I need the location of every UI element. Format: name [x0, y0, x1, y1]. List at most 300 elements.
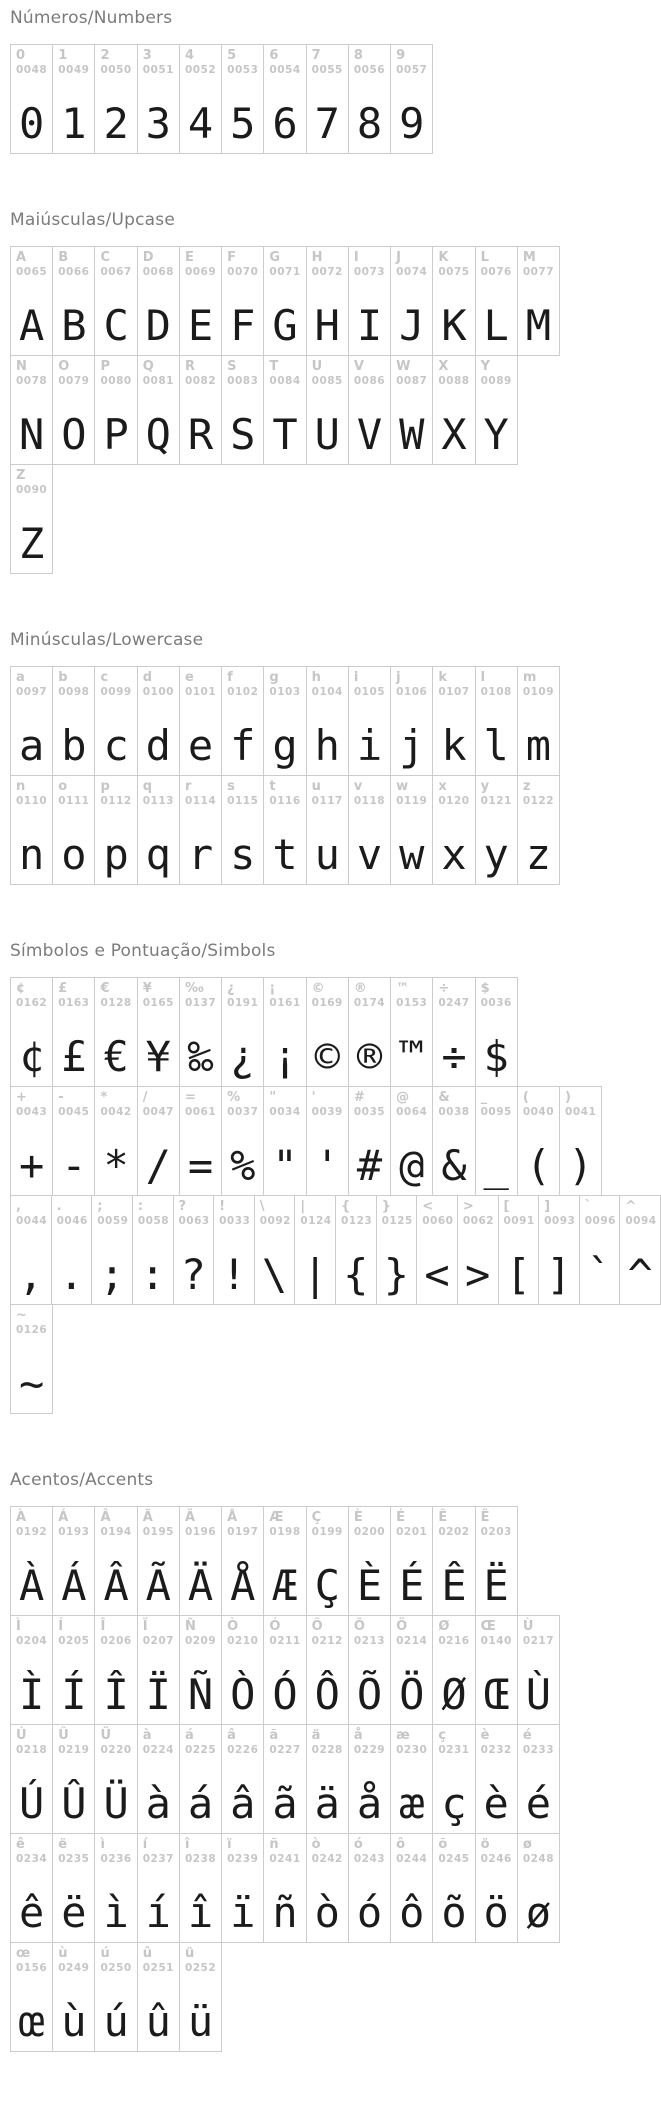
- glyph-code: 0226: [227, 1744, 259, 1756]
- glyph-cell: [179, 44, 222, 154]
- glyph-code: 0233: [522, 1744, 555, 1756]
- glyph-mini-label: V: [353, 359, 364, 374]
- glyph-mini-label: £: [58, 981, 68, 996]
- glyph-large: &: [441, 1141, 467, 1191]
- glyph-large: n: [18, 830, 45, 880]
- glyph-mini-label: ê: [16, 1837, 25, 1852]
- glyph-row: [10, 666, 661, 776]
- glyph-code: 0161: [269, 997, 301, 1009]
- glyph-cell: [432, 977, 475, 1087]
- glyph-code: 0194: [100, 1526, 132, 1538]
- glyph-large: !: [221, 1250, 247, 1300]
- glyph-code: 0239: [227, 1853, 259, 1865]
- glyph-large: ¥: [145, 1032, 171, 1082]
- glyph-code: 0059: [97, 1215, 129, 1227]
- glyph-row: [10, 355, 661, 465]
- glyph-mini-label: /: [142, 1090, 148, 1105]
- glyph-large: .: [58, 1250, 85, 1300]
- glyph-code: 0060: [422, 1215, 454, 1227]
- glyph-code: 0112: [100, 795, 132, 807]
- glyph-code: 0103: [269, 686, 301, 698]
- glyph-code: 0072: [311, 266, 343, 278]
- glyph-large: }: [383, 1250, 410, 1300]
- glyph-large: 5: [230, 99, 256, 149]
- glyph-code: 0212: [311, 1635, 343, 1647]
- glyph-cell: [221, 246, 264, 356]
- glyph-mini-label: ò: [311, 1837, 321, 1852]
- glyph-mini-label: Ì: [16, 1619, 21, 1634]
- glyph-large: œ: [18, 1997, 45, 2047]
- glyph-code: 0108: [480, 686, 512, 698]
- glyph-code: 0054: [269, 64, 301, 76]
- glyph-mini-label: p: [100, 779, 110, 794]
- glyph-large: a: [18, 721, 45, 771]
- glyph-large: p: [103, 830, 129, 880]
- glyph-cell: [179, 1833, 222, 1943]
- glyph-large: I: [356, 301, 383, 351]
- glyph-mini-label: G: [269, 250, 281, 265]
- glyph-cell: [221, 355, 264, 465]
- glyph-code: 0169: [311, 997, 343, 1009]
- glyph-cell: [432, 1506, 475, 1616]
- glyph-cell: [52, 1833, 95, 1943]
- glyph-cell: [94, 775, 137, 885]
- glyph-code: 0243: [353, 1853, 386, 1865]
- glyph-cell: [475, 1506, 518, 1616]
- glyph-cell: [517, 1724, 560, 1834]
- glyph-large: Ë: [483, 1561, 509, 1611]
- glyph-cell: [263, 775, 306, 885]
- glyph-cell: [263, 666, 306, 776]
- glyph-code: 0174: [353, 997, 386, 1009]
- glyph-cell: [348, 775, 391, 885]
- glyph-cell: [263, 977, 306, 1087]
- glyph-cell: [94, 44, 137, 154]
- glyph-large: /: [145, 1141, 171, 1191]
- glyph-mini-label: 4: [184, 48, 194, 63]
- glyph-large: è: [483, 1779, 509, 1829]
- glyph-cell: [137, 355, 180, 465]
- glyph-code: 0069: [184, 266, 217, 278]
- glyph-code: 0153: [396, 997, 428, 1009]
- glyph-large: m: [525, 721, 552, 771]
- glyph-large: t: [272, 830, 298, 880]
- glyph-code: 0193: [58, 1526, 90, 1538]
- glyph-mini-label: É: [396, 1510, 405, 1525]
- glyph-mini-label: q: [142, 779, 153, 794]
- glyph-code: 0057: [396, 64, 428, 76]
- glyph-mini-label: Û: [58, 1728, 69, 1743]
- glyph-code: 0250: [100, 1962, 132, 1974]
- glyph-cell: [52, 775, 95, 885]
- glyph-cell: [432, 246, 475, 356]
- glyph-table: [10, 666, 661, 885]
- glyph-large: e: [187, 721, 214, 771]
- glyph-cell: [432, 666, 475, 776]
- glyph-large: Z: [18, 519, 45, 569]
- glyph-mini-label: @: [396, 1090, 410, 1105]
- glyph-mini-label: ù: [58, 1946, 68, 1961]
- glyph-large: Í: [61, 1670, 87, 1720]
- glyph-large: ô: [399, 1888, 425, 1938]
- glyph-cell: [221, 1833, 264, 1943]
- glyph-mini-label: Ã: [142, 1510, 153, 1525]
- glyph-code: 0040: [522, 1106, 555, 1118]
- glyph-row: [10, 1304, 661, 1414]
- glyph-mini-label: H: [311, 250, 323, 265]
- glyph-large: Ø: [441, 1670, 467, 1720]
- glyph-code: 0197: [227, 1526, 259, 1538]
- glyph-cell: [94, 977, 137, 1087]
- glyph-cell: [10, 1304, 53, 1414]
- glyph-code: 0209: [184, 1635, 217, 1647]
- glyph-mini-label: M: [522, 250, 536, 265]
- glyph-mini-label: |: [300, 1199, 306, 1214]
- glyph-code: 0065: [16, 266, 48, 278]
- glyph-large: >: [465, 1250, 491, 1300]
- glyph-code: 0089: [480, 375, 512, 387]
- glyph-code: 0201: [396, 1526, 428, 1538]
- glyph-code: 0214: [396, 1635, 428, 1647]
- glyph-mini-label: ô: [396, 1837, 406, 1852]
- glyph-large: ê: [18, 1888, 45, 1938]
- glyph-large: ': [314, 1141, 340, 1191]
- glyph-cell: [475, 977, 518, 1087]
- glyph-mini-label: 6: [269, 48, 279, 63]
- glyph-cell: [294, 1195, 336, 1305]
- glyph-code: 0038: [438, 1106, 470, 1118]
- glyph-cell: [390, 246, 433, 356]
- glyph-cell: [432, 1086, 475, 1196]
- glyph-code: 0119: [396, 795, 428, 807]
- glyph-large: À: [18, 1561, 45, 1611]
- glyph-mini-label: Ë: [480, 1510, 490, 1525]
- glyph-large: 6: [272, 99, 298, 149]
- glyph-cell: [91, 1195, 133, 1305]
- glyph-row: [10, 246, 661, 356]
- glyph-code: 0039: [311, 1106, 343, 1118]
- glyph-cell: [579, 1195, 621, 1305]
- glyph-code: 0100: [142, 686, 174, 698]
- glyph-code: 0206: [100, 1635, 132, 1647]
- glyph-code: 0061: [184, 1106, 217, 1118]
- glyph-large: ñ: [272, 1888, 298, 1938]
- glyph-large: x: [441, 830, 467, 880]
- glyph-large: ì: [103, 1888, 129, 1938]
- glyph-code: 0067: [100, 266, 132, 278]
- glyph-code: 0120: [438, 795, 470, 807]
- glyph-cell: [348, 666, 391, 776]
- section-title: Símbolos e Pontuação/Simbols: [10, 941, 276, 961]
- glyph-mini-label: A: [16, 250, 27, 265]
- glyph-code: 0128: [100, 997, 132, 1009]
- glyph-code: 0084: [269, 375, 301, 387]
- glyph-code: 0042: [100, 1106, 132, 1118]
- glyph-large: c: [103, 721, 129, 771]
- glyph-code: 0228: [311, 1744, 343, 1756]
- glyph-mini-label: ¥: [142, 981, 152, 996]
- glyph-mini-label: Å: [227, 1510, 238, 1525]
- glyph-large: g: [272, 721, 298, 771]
- glyph-cell: [475, 1086, 518, 1196]
- glyph-code: 0082: [184, 375, 217, 387]
- glyph-cell: [94, 1724, 137, 1834]
- glyph-mini-label: (: [522, 1090, 529, 1105]
- glyph-code: 0050: [100, 64, 132, 76]
- glyph-code: 0242: [311, 1853, 343, 1865]
- glyph-mini-label: ï: [227, 1837, 232, 1852]
- glyph-mini-label: l: [480, 670, 486, 685]
- glyph-cell: [475, 775, 518, 885]
- glyph-code: 0121: [480, 795, 512, 807]
- glyph-cell: [10, 775, 53, 885]
- glyph-mini-label: ™: [396, 981, 410, 996]
- glyph-large: H: [314, 301, 340, 351]
- glyph-mini-label: ¢: [16, 981, 26, 996]
- glyph-cell: [517, 1615, 560, 1725]
- glyph-mini-label: Y: [480, 359, 490, 374]
- glyph-code: 0099: [100, 686, 132, 698]
- glyph-cell: [390, 1724, 433, 1834]
- glyph-mini-label: å: [353, 1728, 363, 1743]
- glyph-large: [: [505, 1250, 531, 1300]
- glyph-large: s: [230, 830, 256, 880]
- glyph-code: 0047: [142, 1106, 174, 1118]
- glyph-mini-label: Ç: [311, 1510, 322, 1525]
- glyph-mini-label: È: [353, 1510, 363, 1525]
- glyph-large: Œ: [483, 1670, 509, 1720]
- glyph-code: 0126: [16, 1324, 48, 1336]
- glyph-large: Ô: [314, 1670, 340, 1720]
- glyph-code: 0052: [184, 64, 217, 76]
- glyph-large: Ò: [230, 1670, 256, 1720]
- glyph-mini-label: .: [56, 1199, 62, 1214]
- glyph-mini-label: î: [184, 1837, 190, 1852]
- glyph-cell: [475, 1833, 518, 1943]
- glyph-mini-label: D: [142, 250, 154, 265]
- glyph-large: `: [586, 1250, 613, 1300]
- glyph-mini-label: :: [137, 1199, 144, 1214]
- glyph-mini-label: õ: [438, 1837, 448, 1852]
- glyph-code: 0107: [438, 686, 470, 698]
- glyph-mini-label: ú: [100, 1946, 110, 1961]
- glyph-mini-label: E: [184, 250, 194, 265]
- section-title: Números/Numbers: [10, 8, 173, 28]
- glyph-cell: [221, 44, 264, 154]
- glyph-code: 0123: [341, 1215, 373, 1227]
- glyph-cell: [517, 666, 560, 776]
- glyph-code: 0236: [100, 1853, 132, 1865]
- glyph-mini-label: Í: [58, 1619, 64, 1634]
- glyph-large: é: [525, 1779, 552, 1829]
- glyph-large: P: [103, 410, 129, 460]
- glyph-mini-label: v: [353, 779, 363, 794]
- glyph-large: ): [568, 1141, 594, 1191]
- glyph-code: 0200: [353, 1526, 386, 1538]
- glyph-large: K: [441, 301, 467, 351]
- glyph-large: õ: [441, 1888, 467, 1938]
- glyph-large: k: [441, 721, 467, 771]
- glyph-mini-label: â: [227, 1728, 236, 1743]
- glyph-cell: [432, 775, 475, 885]
- glyph-large: ^: [627, 1250, 653, 1300]
- glyph-mini-label: =: [184, 1090, 196, 1105]
- glyph-large: ë: [61, 1888, 87, 1938]
- glyph-cell: [94, 355, 137, 465]
- glyph-mini-label: Q: [142, 359, 154, 374]
- glyph-cell: [94, 1833, 137, 1943]
- glyph-cell: [263, 1833, 306, 1943]
- glyph-code: 0088: [438, 375, 470, 387]
- glyph-cell: [10, 1615, 53, 1725]
- glyph-mini-label: W: [396, 359, 411, 374]
- glyph-large: C: [103, 301, 129, 351]
- glyph-large: û: [145, 1997, 171, 2047]
- glyph-large: r: [187, 830, 214, 880]
- glyph-large: i: [356, 721, 383, 771]
- glyph-mini-label: w: [396, 779, 409, 794]
- glyph-mini-label: B: [58, 250, 69, 265]
- glyph-cell: [498, 1195, 540, 1305]
- glyph-large: 2: [103, 99, 129, 149]
- glyph-mini-label: k: [438, 670, 447, 685]
- glyph-large: Ó: [272, 1670, 298, 1720]
- glyph-row: [10, 1086, 661, 1196]
- glyph-cell: [51, 1195, 93, 1305]
- glyph-cell: [221, 977, 264, 1087]
- glyph-section: [0, 1470, 661, 2052]
- glyph-mini-label: n: [16, 779, 26, 794]
- glyph-mini-label: è: [480, 1728, 490, 1743]
- glyph-code: 0044: [16, 1215, 48, 1227]
- glyph-mini-label: ]: [544, 1199, 551, 1214]
- glyph-large: ®: [356, 1032, 383, 1082]
- glyph-cell: [10, 464, 53, 574]
- glyph-large: Y: [483, 410, 509, 460]
- glyph-mini-label: À: [16, 1510, 27, 1525]
- glyph-mini-label: 3: [142, 48, 152, 63]
- glyph-code: 0066: [58, 266, 90, 278]
- glyph-mini-label: o: [58, 779, 68, 794]
- glyph-cell: [263, 1615, 306, 1725]
- glyph-row: [10, 1195, 661, 1305]
- glyph-cell: [348, 1086, 391, 1196]
- glyph-cell: [390, 1086, 433, 1196]
- glyph-code: 0224: [142, 1744, 174, 1756]
- glyph-code: 0117: [311, 795, 343, 807]
- glyph-large: 3: [145, 99, 171, 149]
- glyph-mini-label: Ñ: [184, 1619, 196, 1634]
- glyph-section: [0, 0, 661, 154]
- glyph-code: 0041: [565, 1106, 597, 1118]
- glyph-large: _: [483, 1141, 509, 1191]
- glyph-cell: [52, 1724, 95, 1834]
- glyph-cell: [348, 246, 391, 356]
- glyph-cell: [390, 666, 433, 776]
- glyph-large: M: [525, 301, 552, 351]
- glyph-large: ¿: [230, 1032, 256, 1082]
- glyph-mini-label: S: [227, 359, 237, 374]
- glyph-code: 0095: [480, 1106, 512, 1118]
- glyph-code: 0231: [438, 1744, 470, 1756]
- glyph-cell: [10, 355, 53, 465]
- glyph-code: 0101: [184, 686, 217, 698]
- glyph-code: 0227: [269, 1744, 301, 1756]
- glyph-mini-label: d: [142, 670, 153, 685]
- glyph-cell: [306, 1086, 349, 1196]
- glyph-mini-label: Ò: [227, 1619, 239, 1634]
- glyph-cell: [179, 666, 222, 776]
- glyph-large: Q: [145, 410, 171, 460]
- glyph-section: [0, 210, 661, 574]
- glyph-mini-label: *: [100, 1090, 108, 1105]
- glyph-large: B: [61, 301, 87, 351]
- glyph-mini-label: x: [438, 779, 447, 794]
- glyph-mini-label: é: [522, 1728, 532, 1743]
- glyph-large: ú: [103, 1997, 129, 2047]
- glyph-code: 0116: [269, 795, 301, 807]
- glyph-large: @: [399, 1141, 425, 1191]
- glyph-large: Â: [103, 1561, 129, 1611]
- glyph-mini-label: ø: [522, 1837, 532, 1852]
- glyph-cell: [179, 977, 222, 1087]
- glyph-large: z: [525, 830, 552, 880]
- glyph-cell: [475, 666, 518, 776]
- glyph-mini-label: œ: [16, 1946, 31, 1961]
- glyph-large: Ä: [187, 1561, 214, 1611]
- glyph-code: 0034: [269, 1106, 301, 1118]
- glyph-mini-label: í: [142, 1837, 148, 1852]
- glyph-large: b: [61, 721, 87, 771]
- glyph-code: 0110: [16, 795, 48, 807]
- glyph-cell: [137, 1506, 180, 1616]
- glyph-mini-label: _: [480, 1090, 488, 1105]
- glyph-mini-label: >: [462, 1199, 474, 1214]
- glyph-mini-label: f: [227, 670, 233, 685]
- glyph-cell: [137, 666, 180, 776]
- glyph-large: ø: [525, 1888, 552, 1938]
- glyph-code: 0093: [544, 1215, 576, 1227]
- glyph-large: È: [356, 1561, 383, 1611]
- glyph-mini-label: L: [480, 250, 489, 265]
- glyph-large: :: [140, 1250, 166, 1300]
- glyph-cell: [10, 666, 53, 776]
- glyph-large: ?: [180, 1250, 206, 1300]
- glyph-large: ]: [546, 1250, 572, 1300]
- glyph-mini-label: N: [16, 359, 27, 374]
- glyph-mini-label: ,: [16, 1199, 21, 1214]
- glyph-cell: [457, 1195, 499, 1305]
- glyph-cell: [213, 1195, 255, 1305]
- glyph-code: 0122: [522, 795, 555, 807]
- glyph-mini-label: }: [381, 1199, 391, 1214]
- glyph-cell: [94, 666, 137, 776]
- glyph-mini-label: C: [100, 250, 111, 265]
- glyph-mini-label: j: [396, 670, 401, 685]
- glyph-mini-label: P: [100, 359, 110, 374]
- glyph-code: 0049: [58, 64, 90, 76]
- glyph-mini-label: e: [184, 670, 194, 685]
- glyph-large: j: [399, 721, 425, 771]
- glyph-cell: [432, 1833, 475, 1943]
- glyph-mini-label: Ø: [438, 1619, 450, 1634]
- glyph-large: Å: [230, 1561, 256, 1611]
- glyph-mini-label: a: [16, 670, 25, 685]
- glyph-cell: [94, 1086, 137, 1196]
- glyph-cell: [179, 1942, 222, 2052]
- glyph-cell: [475, 355, 518, 465]
- glyph-cell: [10, 1086, 53, 1196]
